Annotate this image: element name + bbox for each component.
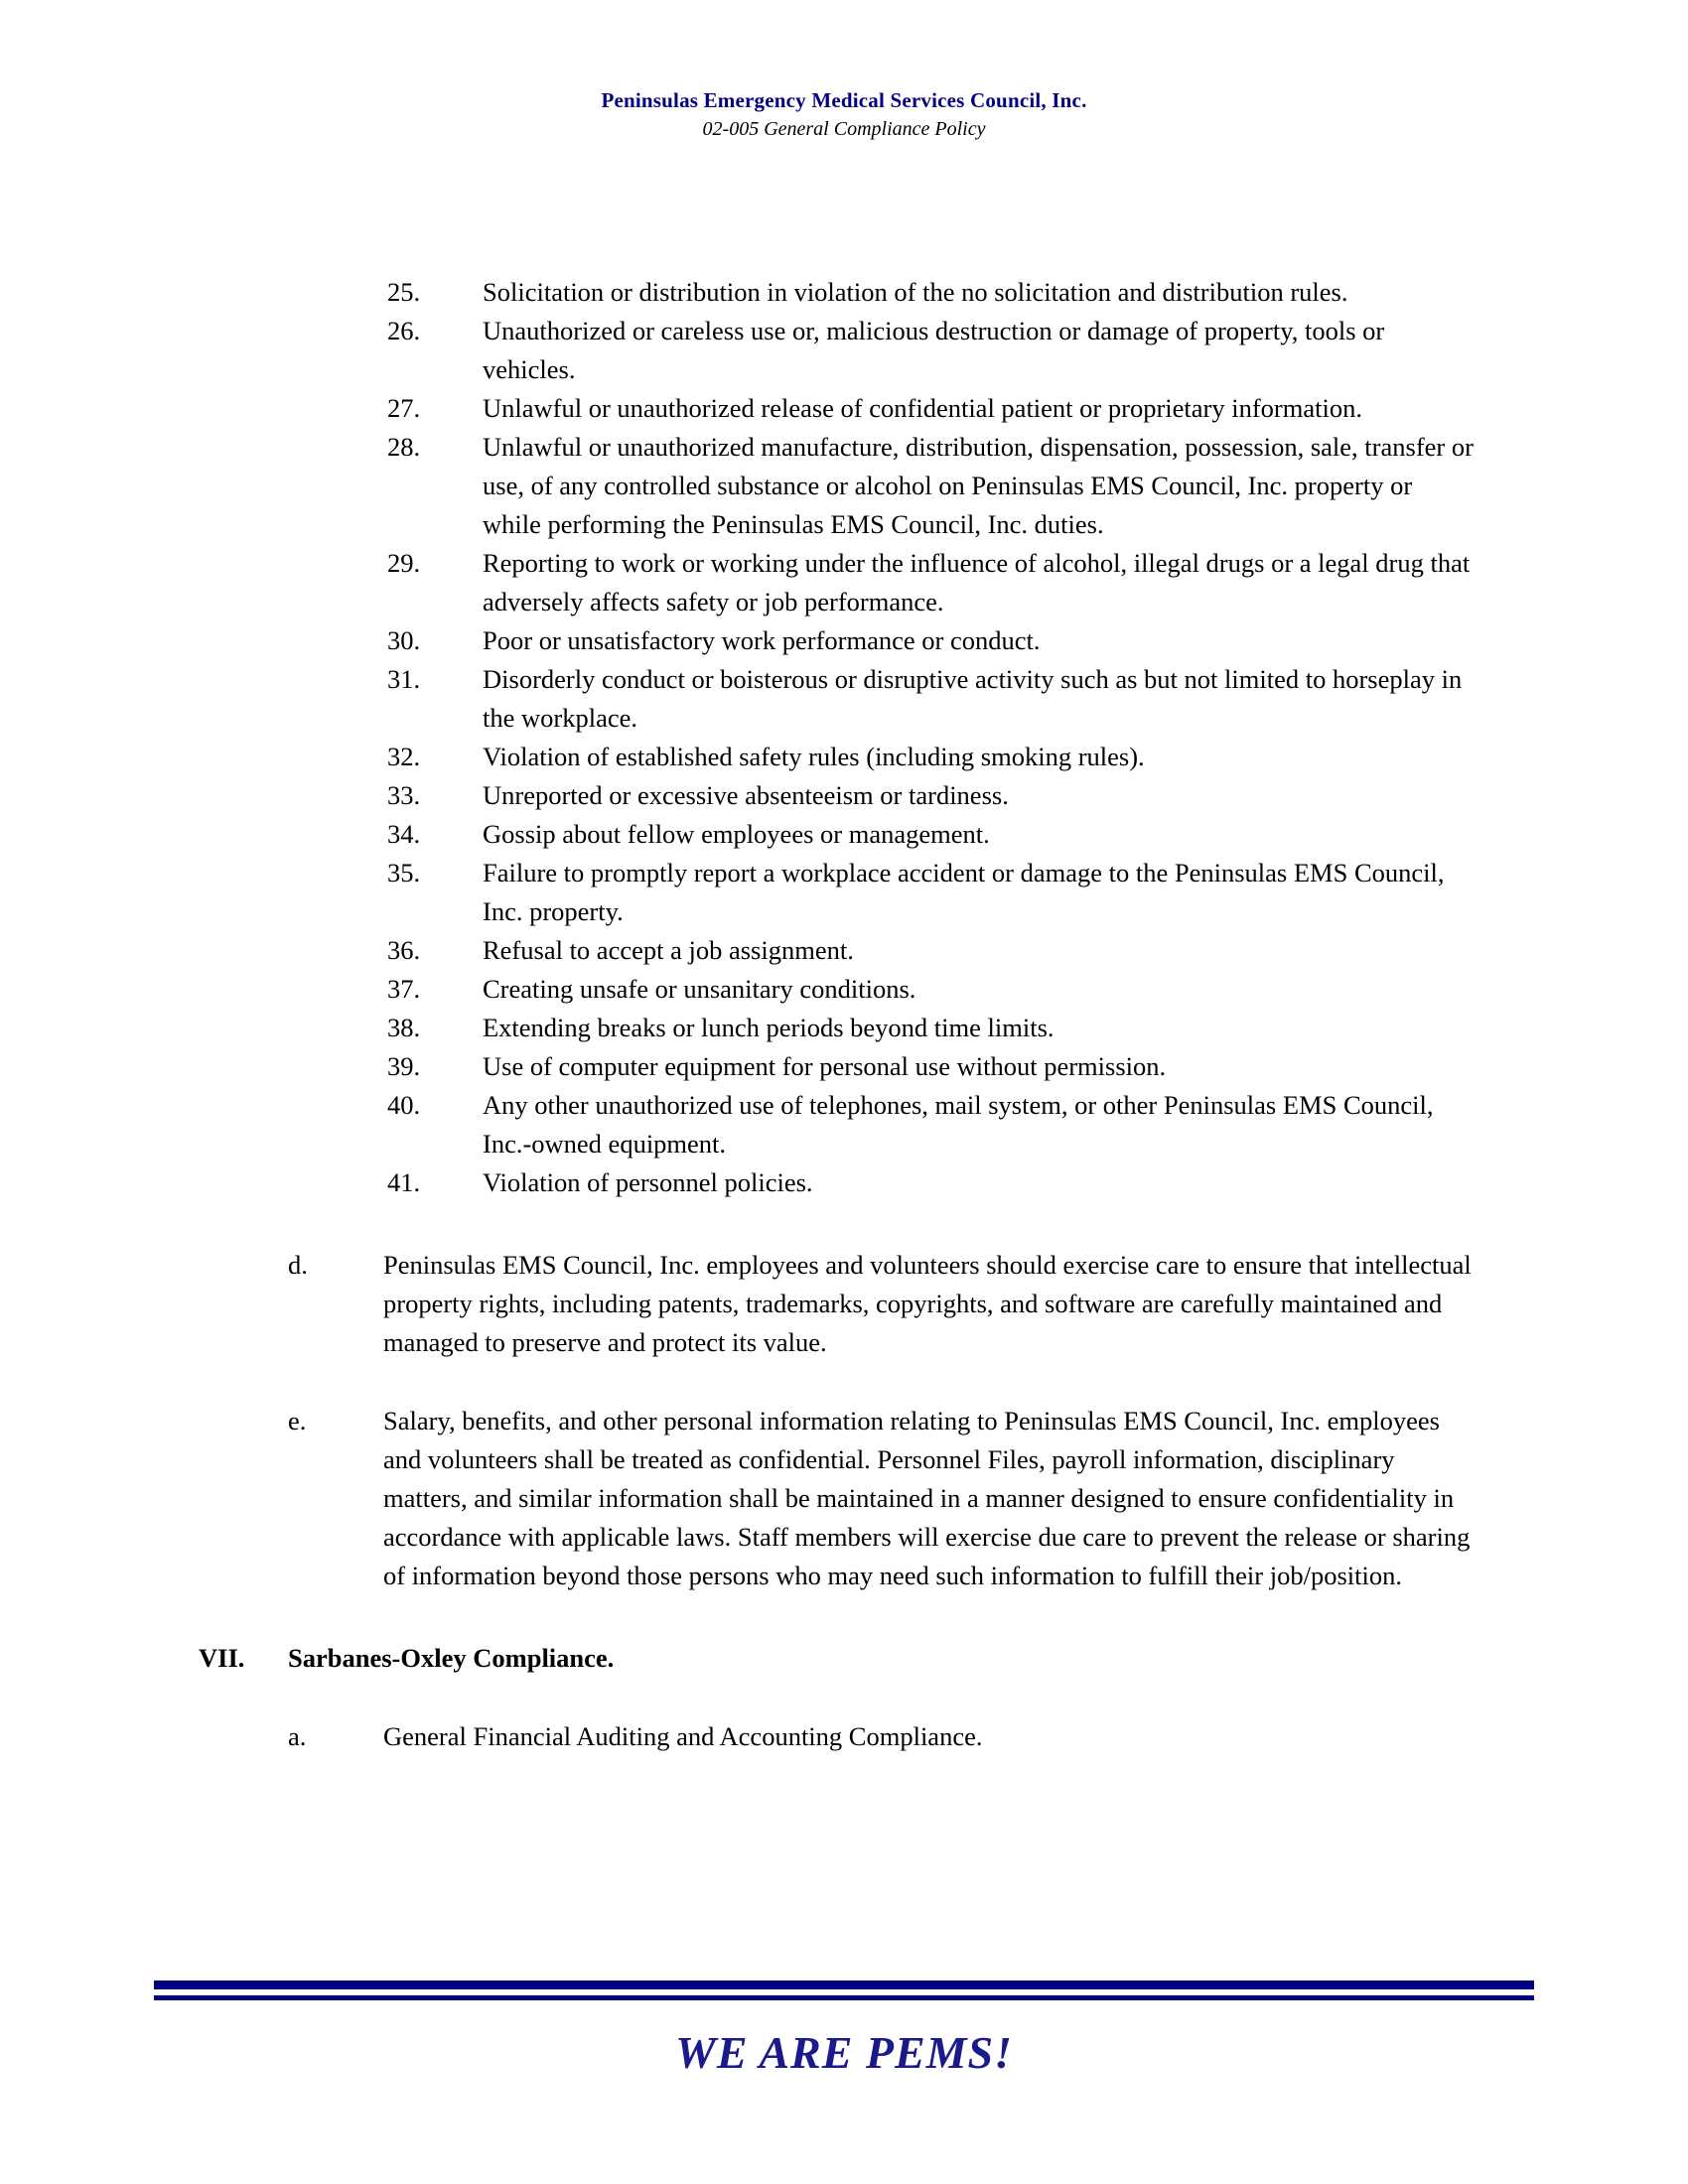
document-header — [0, 87, 1688, 142]
list-item — [0, 970, 1688, 1009]
list-item-number: 38. — [387, 1013, 421, 1042]
paragraph-letter: d. — [288, 1250, 308, 1280]
list-item-number: 29. — [387, 548, 421, 578]
lettered-paragraph-e — [0, 1402, 1688, 1595]
footer-rule-thick — [154, 1980, 1534, 1989]
list-item-number: 40. — [387, 1090, 421, 1120]
list-item — [0, 1047, 1688, 1086]
list-item-text: Refusal to accept a job assignment. — [483, 935, 854, 965]
section-heading-vii — [0, 1639, 1688, 1678]
list-item-number: 31. — [387, 664, 421, 694]
list-item — [0, 312, 1688, 389]
list-item-number: 28. — [387, 432, 421, 462]
list-item — [0, 428, 1688, 544]
spacer — [0, 1595, 1688, 1639]
document-footer — [0, 1980, 1688, 2079]
list-item-number: 30. — [387, 625, 421, 655]
list-item-number: 33. — [387, 780, 421, 810]
list-item-text: Violation of established safety rules (including smoking rules). — [483, 742, 1145, 771]
list-item-number: 34. — [387, 819, 421, 849]
lettered-paragraph-d — [0, 1246, 1688, 1362]
list-item — [0, 389, 1688, 428]
list-item — [0, 931, 1688, 970]
list-item — [0, 1163, 1688, 1202]
list-item-text: Poor or unsatisfactory work performance or conduct. — [483, 625, 1041, 655]
organization-name: Peninsulas Emergency Medical Services Council, Inc. — [601, 88, 1087, 112]
list-item-text: Any other unauthorized use of telephones, mail system, or other Peninsulas EMS Council, Inc.-owned equipment. — [483, 1090, 1434, 1159]
list-item-number: 25. — [387, 277, 421, 307]
footer-rule-thin — [154, 1995, 1534, 2000]
list-item-number: 26. — [387, 316, 421, 345]
spacer — [0, 1202, 1688, 1246]
list-item — [0, 660, 1688, 738]
list-item — [0, 544, 1688, 621]
list-item-number: 35. — [387, 858, 421, 887]
paragraph-letter: e. — [288, 1406, 307, 1435]
list-item-text: Solicitation or distribution in violation of the no solicitation and distribution rules. — [483, 277, 1348, 307]
spacer — [0, 1362, 1688, 1402]
list-item-number: 32. — [387, 742, 421, 771]
list-item — [0, 854, 1688, 931]
footer-slogan: WE ARE PEMS! — [674, 2027, 1014, 2078]
list-item-text: Unlawful or unauthorized release of confidential patient or proprietary information. — [483, 393, 1362, 423]
list-item-number: 27. — [387, 393, 421, 423]
paragraph-text: Peninsulas EMS Council, Inc. employees and volunteers should exercise care to ensure that intellectual property rights, including patents, trademarks, copyrights, and software are carefully maintained and managed to preserve and protect its value. — [383, 1250, 1472, 1357]
list-item-text: Unreported or excessive absenteeism or tardiness. — [483, 780, 1009, 810]
document-subtitle: 02-005 General Compliance Policy — [702, 118, 986, 141]
document-body — [0, 273, 1688, 1756]
list-item — [0, 273, 1688, 312]
list-item-text: Gossip about fellow employees or management. — [483, 819, 990, 849]
list-item-text: Unlawful or unauthorized manufacture, distribution, dispensation, possession, sale, transfer or use, of any controlled substance or alcohol on Peninsulas EMS Council, Inc. property or while performing the Peninsulas EMS Council, Inc. duties. — [483, 432, 1474, 539]
spacer — [0, 1678, 1688, 1717]
paragraph-text: General Financial Auditing and Accounting Compliance. — [383, 1721, 983, 1751]
list-item-text: Disorderly conduct or boisterous or disruptive activity such as but not limited to horseplay in the workplace. — [483, 664, 1463, 733]
paragraph-text: Salary, benefits, and other personal information relating to Peninsulas EMS Council, Inc. employees and volunteers shall be treated as confidential. Personnel Files, payroll information, disciplinary matters, and similar information shall be maintained in a manner designed to ensure confidentiality in accordance with applicable laws. Staff members will exercise due care to prevent the release or sharing of information beyond those persons who may need such information to fulfill their job/position. — [383, 1406, 1471, 1590]
list-item — [0, 738, 1688, 776]
footer-rules — [154, 1980, 1534, 2000]
list-item-number: 41. — [387, 1167, 421, 1197]
list-item-text: Creating unsafe or unsanitary conditions. — [483, 974, 916, 1004]
numbered-violation-list — [0, 273, 1688, 1202]
paragraph-letter: a. — [288, 1721, 307, 1751]
list-item-number: 37. — [387, 974, 421, 1004]
list-item — [0, 815, 1688, 854]
list-item-text: Reporting to work or working under the influence of alcohol, illegal drugs or a legal drug that adversely affects safety or job performance. — [483, 548, 1471, 616]
list-item-text: Use of computer equipment for personal use without permission. — [483, 1051, 1167, 1081]
list-item-number: 36. — [387, 935, 421, 965]
list-item-text: Failure to promptly report a workplace accident or damage to the Peninsulas EMS Council, Inc. property. — [483, 858, 1445, 926]
list-item — [0, 1086, 1688, 1163]
section-title: Sarbanes-Oxley Compliance. — [288, 1643, 615, 1673]
list-item — [0, 621, 1688, 660]
list-item-text: Extending breaks or lunch periods beyond time limits. — [483, 1013, 1055, 1042]
list-item-text: Unauthorized or careless use or, malicious destruction or damage of property, tools or vehicles. — [483, 316, 1385, 384]
section-roman-numeral: VII. — [199, 1643, 245, 1673]
list-item-text: Violation of personnel policies. — [483, 1167, 813, 1197]
list-item — [0, 776, 1688, 815]
list-item — [0, 1009, 1688, 1047]
list-item-number: 39. — [387, 1051, 421, 1081]
section-sub-item-a — [0, 1717, 1688, 1756]
